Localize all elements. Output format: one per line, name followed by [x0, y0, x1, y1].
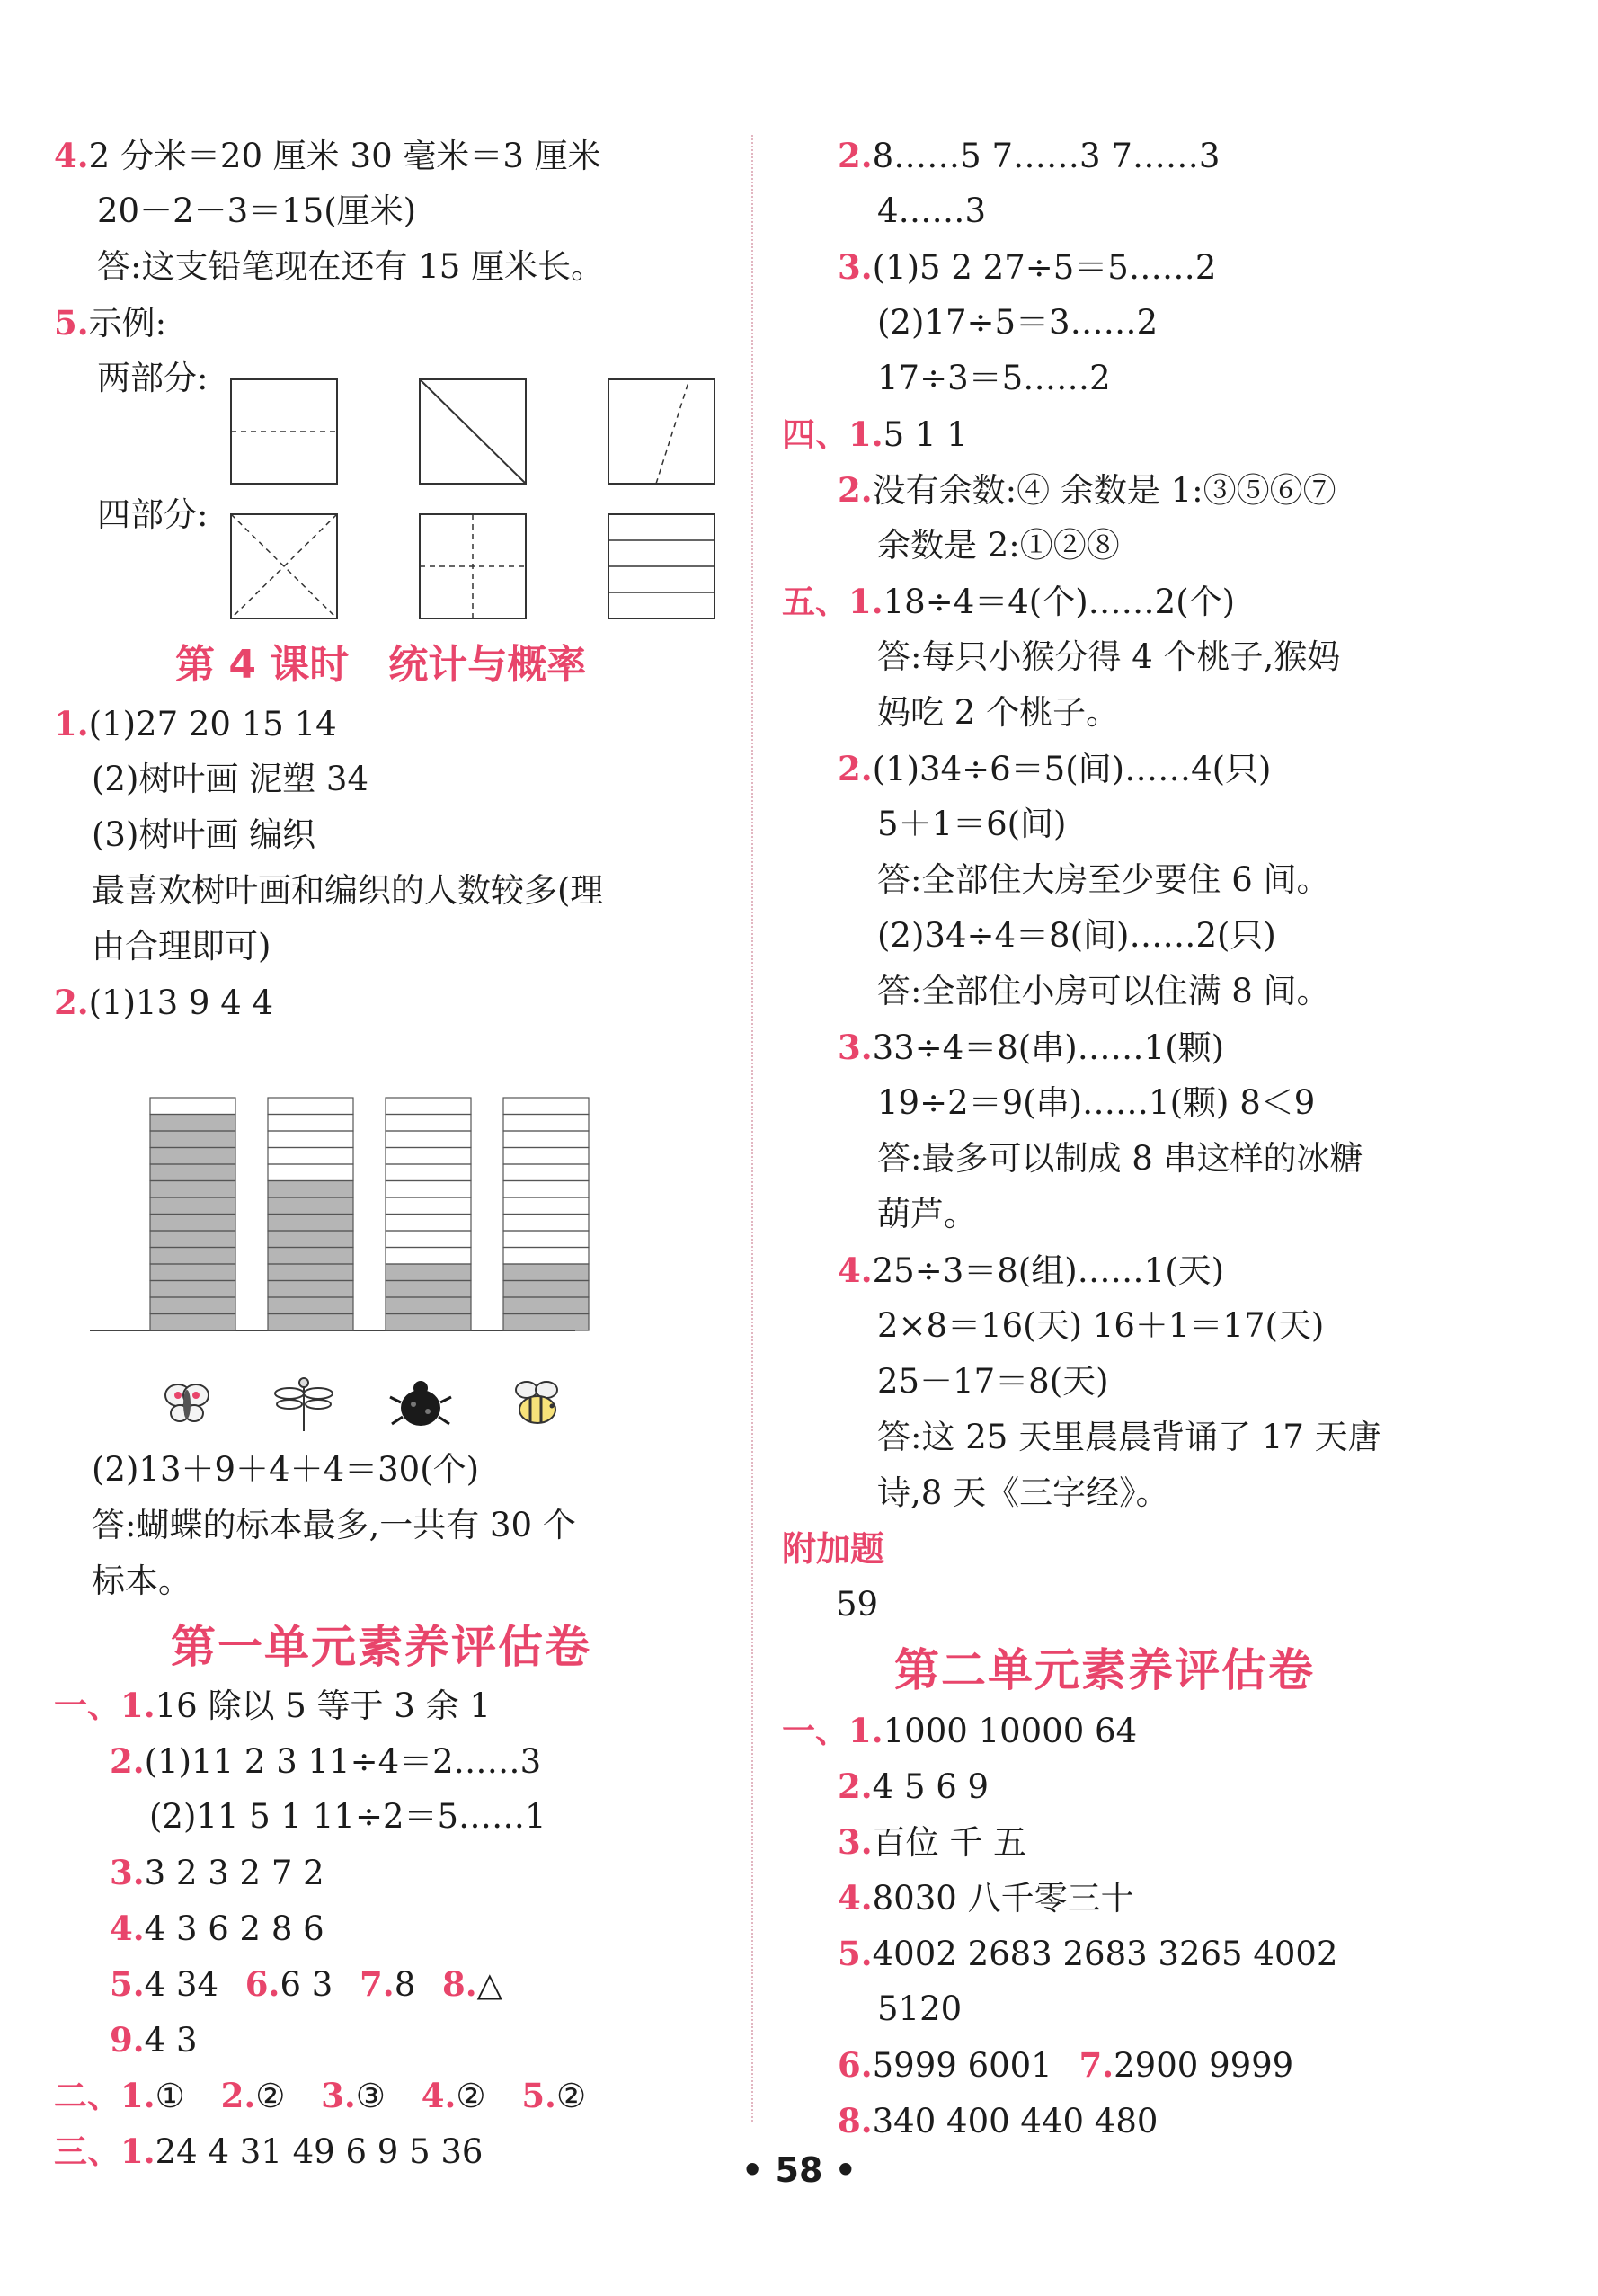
a8-text: △	[476, 1965, 503, 2004]
bar	[268, 1181, 353, 1331]
dragonfly-icon	[275, 1378, 333, 1431]
a6-text: 6 3	[280, 1965, 333, 2004]
extra-question-answer: 59	[836, 1585, 879, 1624]
grid-cell	[386, 1148, 471, 1165]
grid-cell	[386, 1164, 471, 1181]
grid-cell	[503, 1115, 589, 1132]
b3-text: ③	[355, 2077, 386, 2115]
stat-q1-line1: (1)27 20 15 14	[88, 705, 337, 743]
bee-icon	[516, 1382, 557, 1423]
a4-number: 4.	[110, 1909, 145, 1948]
f2	[838, 1766, 989, 1807]
a2-line1: (1)11 2 3 11÷4＝2……3	[144, 1742, 542, 1781]
stat-q2-line3: 答:蝴蝶的标本最多,一共有 30 个	[92, 1506, 576, 1544]
e4-number: 4.	[838, 1250, 873, 1290]
grid-cell	[503, 1148, 589, 1165]
stat-q1-line5: 由合理即可)	[92, 927, 271, 966]
f6-number: 6.	[838, 2045, 873, 2085]
e4-line1: 25÷3＝8(组)……1(天)	[872, 1251, 1225, 1290]
a1-text: 16 除以 5 等于 3 余 1	[155, 1686, 491, 1725]
c2-line2: 4……3	[877, 191, 987, 230]
unit1-title: 第一单元素养评估卷	[171, 1621, 591, 1673]
a2-number: 2.	[110, 1741, 145, 1781]
e3-line4: 葫芦。	[877, 1195, 977, 1233]
stat-q1-line2: (2)树叶画 泥塑 34	[92, 760, 369, 798]
e1-number: 1.	[848, 582, 883, 621]
c2-number: 2.	[838, 136, 873, 175]
f4-number: 4.	[838, 1878, 873, 1918]
grid-cell	[503, 1098, 589, 1115]
q5-label: 示例:	[88, 304, 167, 343]
square-division-figures	[229, 378, 741, 638]
square-two-slanted	[608, 379, 715, 484]
f1	[782, 1710, 1137, 1751]
b3-number: 3.	[321, 2076, 356, 2115]
q4-line1: 2 分米＝20 厘米 30 毫米＝3 厘米	[88, 137, 601, 175]
stat-q2-line2: (2)13＋9＋4＋4＝30(个)	[92, 1450, 480, 1489]
unit1-a3	[110, 1852, 324, 1893]
grid-cell	[503, 1181, 589, 1198]
f3-text: 百位 千 五	[872, 1823, 1027, 1862]
bar-column-2	[268, 1098, 353, 1330]
unit1-a5-a8	[110, 1963, 502, 2005]
f5-line2: 5120	[877, 1989, 963, 2028]
f6-text: 5999 6001	[872, 2046, 1052, 2085]
d2	[838, 469, 1336, 511]
lesson-title: 第 4 课时 统计与概率	[175, 642, 587, 688]
f1-number: 1.	[848, 1711, 883, 1750]
e1-line2: 答:每只小猴分得 4 个桃子,猴妈	[877, 637, 1341, 676]
stat-q2-line4: 标本。	[92, 1562, 191, 1600]
unit1-a1	[54, 1685, 491, 1726]
b4-number: 4.	[421, 2076, 457, 2115]
e2-line3: 答:全部住大房至少要住 6 间。	[877, 860, 1330, 899]
bar-column-4	[503, 1098, 589, 1330]
grid-cell	[268, 1115, 353, 1132]
d2-line1: 没有余数:④ 余数是 1:③⑤⑥⑦	[872, 471, 1336, 510]
grid-cell	[503, 1248, 589, 1265]
grid-cell	[386, 1098, 471, 1115]
e1	[782, 581, 1235, 622]
e4-line3: 25－17＝8(天)	[877, 1362, 1109, 1401]
c3	[838, 246, 1216, 288]
stat-q2	[54, 982, 273, 1023]
a2-line2: (2)11 5 1 11÷2＝5……1	[149, 1797, 546, 1836]
section5-label: 五、	[782, 582, 848, 621]
q4-number: 4.	[54, 136, 89, 175]
grid-cell	[386, 1231, 471, 1248]
stat-q2-line1: (1)13 9 4 4	[88, 983, 274, 1022]
d1-text: 5 1 1	[883, 415, 968, 454]
d2-number: 2.	[838, 470, 873, 510]
e1-line1: 18÷4＝4(个)……2(个)	[883, 583, 1236, 621]
f4-text: 8030 八千零三十	[872, 1879, 1134, 1918]
a6-number: 6.	[244, 1964, 280, 2004]
f4	[838, 1877, 1134, 1918]
unit2-title: 第二单元素养评估卷	[894, 1644, 1315, 1696]
a5-text: 4 34	[144, 1965, 219, 2004]
column-divider	[751, 135, 753, 2122]
f8	[838, 2100, 1158, 2141]
e2-number: 2.	[838, 749, 873, 788]
e3-line2: 19÷2＝9(串)……1(颗) 8＜9	[877, 1083, 1316, 1122]
bar-column-3	[386, 1098, 471, 1330]
ladybug-icon	[390, 1381, 451, 1426]
f7-number: 7.	[1079, 2045, 1114, 2085]
grid-cell	[386, 1197, 471, 1215]
f5-number: 5.	[838, 1934, 873, 1973]
bar	[150, 1115, 235, 1331]
unit1-section2	[54, 2075, 586, 2116]
e1-line3: 妈吃 2 个桃子。	[877, 693, 1120, 732]
answer-q4	[54, 135, 601, 176]
bar-column-1	[150, 1098, 235, 1330]
grid-cell	[503, 1231, 589, 1248]
grid-cell	[268, 1131, 353, 1148]
a3-text: 3 2 3 2 7 2	[144, 1854, 324, 1892]
a8-number: 8.	[442, 1964, 477, 2004]
answer-q5	[54, 302, 166, 343]
e3-number: 3.	[838, 1028, 873, 1067]
a7-text: 8	[394, 1965, 416, 2004]
f5-line1: 4002 2683 2683 3265 4002	[872, 1935, 1338, 1973]
a3-number: 3.	[110, 1853, 145, 1892]
insect-bar-chart	[90, 1061, 647, 1366]
four-parts-label: 四部分:	[97, 495, 209, 534]
f2-number: 2.	[838, 1766, 873, 1806]
unit1-section3-label: 三、	[54, 2131, 120, 2171]
f5	[838, 1933, 1338, 1974]
grid-cell	[386, 1131, 471, 1148]
a4-text: 4 3 6 2 8 6	[144, 1909, 324, 1948]
grid-cell	[386, 1215, 471, 1232]
q5-number: 5.	[54, 303, 89, 343]
stat-q1-line3: (3)树叶画 编织	[92, 815, 316, 854]
f3-number: 3.	[838, 1822, 873, 1862]
b5-number: 5.	[521, 2076, 556, 2115]
stat-q1-number: 1.	[54, 704, 89, 743]
stat-q1	[54, 703, 337, 744]
grid-cell	[268, 1148, 353, 1165]
grid-cell	[386, 1248, 471, 1265]
section4-label: 四、	[782, 414, 848, 454]
a5-number: 5.	[110, 1964, 145, 2004]
c3-line1: (1)5 2 27÷5＝5……2	[872, 248, 1217, 287]
a7-number: 7.	[360, 1964, 395, 2004]
b1-text: ①	[155, 2077, 185, 2115]
c2	[838, 135, 1220, 176]
a1-number: 1.	[120, 1686, 155, 1725]
grid-cell	[503, 1131, 589, 1148]
grid-cell	[150, 1098, 235, 1115]
b2-text: ②	[255, 2077, 286, 2115]
two-parts-label: 两部分:	[97, 359, 209, 397]
grid-cell	[503, 1215, 589, 1232]
unit1-a4	[110, 1908, 324, 1949]
unit1-a9	[110, 2019, 197, 2060]
e2-line4: (2)34÷4＝8(间)……2(只)	[877, 916, 1276, 955]
c3-number: 3.	[838, 247, 873, 287]
q4-line3: 答:这支铅笔现在还有 15 厘米长。	[97, 247, 605, 286]
c3-line3: 17÷3＝5……2	[877, 359, 1111, 397]
e4-line2: 2×8＝16(天) 16＋1＝17(天)	[877, 1306, 1325, 1345]
insect-icons	[126, 1371, 611, 1443]
a9-text: 4 3	[144, 2021, 198, 2060]
b2-number: 2.	[220, 2076, 256, 2115]
c1-text: 24 4 31 49 6 9 5 36	[155, 2132, 484, 2171]
grid-cell	[386, 1115, 471, 1132]
unit1-a2	[110, 1740, 541, 1782]
grid-cell	[268, 1098, 353, 1115]
grid-cell	[268, 1164, 353, 1181]
c2-line1: 8……5 7……3 7……3	[872, 137, 1221, 175]
grid-cell	[503, 1164, 589, 1181]
d1-number: 1.	[848, 414, 883, 454]
e2	[838, 748, 1272, 789]
unit1-section1-label: 一、	[54, 1686, 120, 1725]
f8-text: 340 400 440 480	[872, 2102, 1159, 2140]
b4-text: ②	[456, 2077, 486, 2115]
f7-text: 2900 9999	[1114, 2046, 1294, 2085]
extra-question-title: 附加题	[782, 1529, 885, 1569]
b1-number: 1.	[120, 2076, 155, 2115]
page-number: • 58 •	[741, 2150, 857, 2190]
unit1-section2-label: 二、	[54, 2076, 120, 2115]
c3-line2: (2)17÷5＝3……2	[877, 303, 1159, 342]
d1	[782, 414, 968, 455]
e3-line3: 答:最多可以制成 8 串这样的冰糖	[877, 1139, 1363, 1178]
grid-cell	[503, 1197, 589, 1215]
e4-line4: 答:这 25 天里晨晨背诵了 17 天唐	[877, 1418, 1381, 1456]
e4-line5: 诗,8 天《三字经》。	[877, 1473, 1169, 1512]
d2-line2: 余数是 2:①②⑧	[877, 526, 1120, 565]
e2-line1: (1)34÷6＝5(间)……4(只)	[872, 750, 1272, 788]
butterfly-icon	[165, 1384, 209, 1421]
e3	[838, 1027, 1224, 1068]
unit2-section1-label: 一、	[782, 1711, 848, 1750]
e4	[838, 1250, 1224, 1291]
grid-cell	[386, 1181, 471, 1198]
f8-number: 8.	[838, 2101, 873, 2140]
b5-text: ②	[555, 2077, 587, 2115]
f3	[838, 1821, 1026, 1863]
f1-text: 1000 10000 64	[883, 1712, 1138, 1750]
stat-q1-line4: 最喜欢树叶画和编织的人数较多(理	[92, 871, 604, 910]
stat-q2-number: 2.	[54, 983, 89, 1022]
e3-line1: 33÷4＝8(串)……1(颗)	[872, 1028, 1225, 1067]
f2-text: 4 5 6 9	[872, 1767, 990, 1806]
c1-number: 1.	[120, 2131, 155, 2171]
q4-line2: 20－2－3＝15(厘米)	[97, 191, 417, 230]
f6-f7	[838, 2044, 1293, 2086]
a9-number: 9.	[110, 2020, 145, 2060]
e2-line2: 5＋1＝6(间)	[877, 805, 1067, 843]
e2-line5: 答:全部住小房可以住满 8 间。	[877, 972, 1330, 1010]
